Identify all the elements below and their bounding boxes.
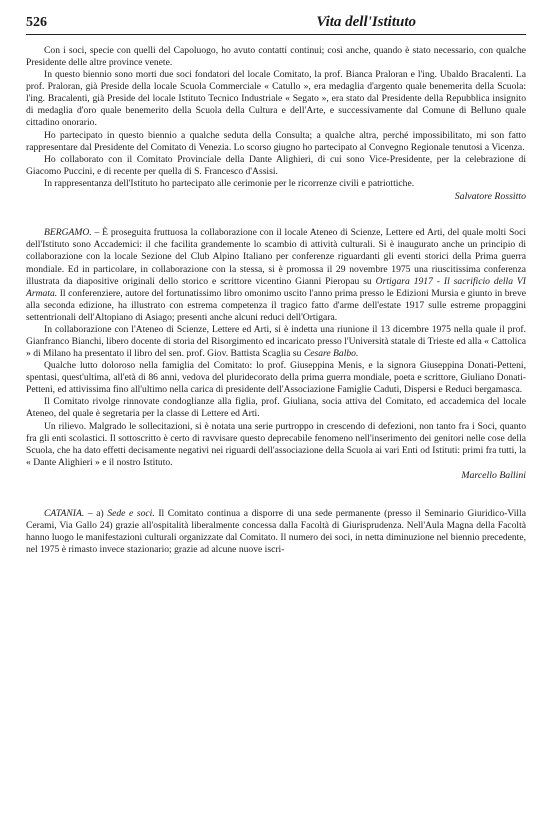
page-header (26, 14, 526, 35)
paragraph-text: Il Comitato continua a disporre di una sede permanente (presso il Seminario Giuridico-Villa Cerami, Via Gallo 24) grazie all'ospitalità liberalmente concessa dalla Facoltà di Giurisprudenza. Nell'Aula Magna della Facoltà hanno luogo le manifestazioni culturali organizzate dal Comitato. Il numero dei soci, in netta diminuzione nel biennio precedente, nel 1975 è rimasto invece stazionario; grazie ad alcune nuove iscri- (26, 508, 526, 556)
paragraph: In questo biennio sono morti due soci fondatori del locale Comitato, la prof. Bianca Praloran e l'ing. Ubaldo Bracalenti. La prof. Praloran, già Preside della locale Scuola Commerciale « Catullo », era medaglia d'argento quale benemerita della Scuola: l'ing. Bracalenti, già Preside del locale Istituto Tecnico Industriale « Segato », era stato dal Presidente della Repubblica insignito di medaglia d'oro quale benemerito della Scuola della Cultura e dell'Arte, e successivamente dal Comune di Belluno quale cittadino onorario. (26, 69, 526, 129)
paragraph: Qualche lutto doloroso nella famiglia del Comitato: lo prof. Giuseppina Menis, e la signora Giuseppina Donati-Petteni, spentasi, quest'ultima, all'età di 86 anni, vedova del pluridecorato della prima guerra mondiale, poeta e scrittore, Giuliano Donati-Petteni, ed attivissima fino all'ultimo nella carica di presidente dell'Associazione Famiglie Caduti, Dispersi e Reduci bergamasca. (26, 360, 526, 396)
place-heading: CATANIA. (44, 508, 85, 520)
paragraph: Un rilievo. Malgrado le sollecitazioni, si è notata una serie purtroppo in crescendo di defezioni, non tanto fra i Soci, quanto fra gli enti scolastici. Il sottoscritto è certo di ravvisare questo deprecabile fenomeno nell'inserimento dei genitori nelle cose della Scuola, che ha dato effetti decisamente negativi nei riguardi dell'associazione della Scuola ai vari Enti od Istituti: primi fra tutti, la « Dante Alighieri » e il nostro Istituto. (26, 420, 526, 468)
running-title: Vita dell'Istituto (316, 14, 416, 30)
book-title: Cesare Balbo. (303, 348, 359, 360)
signature: Salvatore Rossitto (454, 190, 526, 202)
paragraph-text: Il conferenziere, autore del fortunatissimo libro omonimo uscito l'anno prima presso le Edizioni Mursia e giunto in breve alla seconda edizione, ha illustrato con estrema competenza il tragico fatto d'arme dell'estate 1917 sulle estreme propaggini settentrionali dell'Altopiano di Asiago; presenti anche alcuni reduci dell'Ortigara. (26, 287, 526, 323)
page-body (26, 45, 526, 557)
paragraph (26, 324, 526, 360)
paragraph: In rappresentanza dell'Istituto ho partecipato alle cerimonie per le ricorrenze civili e patriottiche. (44, 177, 415, 189)
section-catania (26, 508, 526, 556)
signature: Marcello Ballini (461, 469, 526, 481)
place-heading: BERGAMO. (44, 227, 92, 239)
paragraph (26, 227, 526, 324)
section-belluno-report (26, 45, 526, 203)
paragraph-text: – È proseguita fruttuosa la collaborazione con il locale Ateneo di Scienze, Lettere ed Arti, del quale molti Soci dell'Istituto sono Accademici: il che facilita grandemente lo scambio di attività culturali. Si è inaugurato anche un principio di collaborazione con la locale Sezione del Club Alpino Italiano per conferenze riguardanti gli eventi storici della Prima guerra mondiale. Ed in particolare, in collaborazione con la stessa, si è promossa il 29 novembre 1975 una riuscitissima conferenza illustrata da diapositive originali dello storico e scrittore vicentino Gianni Pieropau su (26, 227, 526, 287)
page-number: 526 (26, 15, 47, 30)
section-bergamo (26, 227, 526, 482)
paragraph (26, 508, 526, 556)
paragraph: Ho partecipato in questo biennio a qualche seduta della Consulta; a qualche altra, perché impossibilitato, mi son fatto rappresentare dal Presidente del Comitato di Venezia. Lo scorso giugno ho partecipato al Convegno Regionale tenutosi a Vicenza. (26, 129, 526, 153)
paragraph: Con i soci, specie con quelli del Capoluogo, ho avuto contatti continui; così anche, quando è stato necessario, con qualche Presidente delle altre province venete. (26, 45, 526, 69)
book-title: Ortigara 1917 - Il sacrificio della VI Armata. (26, 275, 526, 299)
paragraph: Ho collaborato con il Comitato Provinciale della Dante Alighieri, di cui sono Vice-Presidente, per la celebrazione di Giacomo Puccini, e di recente per quella di S. Francesco d'Assisi. (26, 153, 526, 177)
paragraph-text: – a) (84, 508, 108, 520)
paragraph-text: In collaborazione con l'Ateneo di Scienze, Lettere ed Arti, si è indetta una riunione il 13 dicembre 1975 nella quale il prof. Gianfranco Bianchi, libero docente di storia del Risorgimento ed incaricato presso l'Università statale di Trieste ed alla « Cattolica » di Milano ha presentato il libro del sen. prof. Giov. Battista Scaglia su (26, 323, 526, 360)
subsection-title: Sede e soci. (107, 508, 155, 520)
paragraph: Il Comitato rivolge rinnovate condoglianze alla figlia, prof. Giuliana, socia attiva del Comitato, ed accademica del locale Ateneo, del quale è segretaria per la classe di Lettere ed Arti. (26, 396, 526, 420)
